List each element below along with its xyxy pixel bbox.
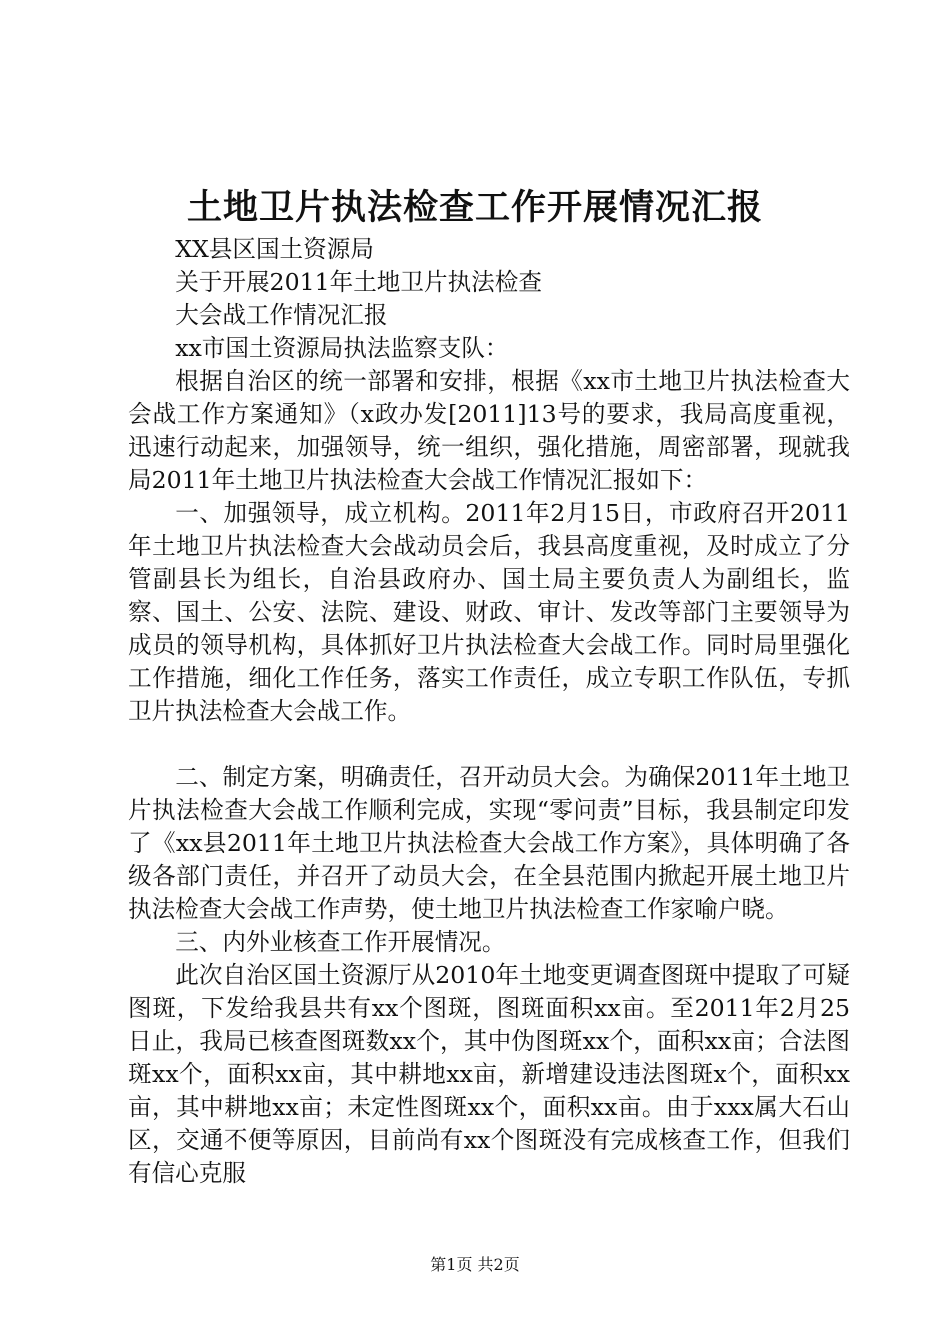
document-body (128, 233, 850, 1190)
paragraph-section-2: 二、制定方案，明确责任，召开动员大会。为确保2011年土地卫片执法检查大会战工作顺利完成，实现“零问责”目标，我县制定印发了《xx县2011年土地卫片执法检查大会战工作方案》，具体明确了各级各部门责任，并召开了动员大会，在全县范围内掀起开展土地卫片执法检查大会战工作声势，使土地卫片执法检查工作家喻户晓。 (128, 763, 850, 923)
paragraph-org: XX县区国土资源局 (175, 235, 374, 263)
document-title: 土地卫片执法检查工作开展情况汇报 (186, 187, 763, 228)
paragraph-intro: 根据自治区的统一部署和安排，根据《xx市土地卫片执法检查大会战工作方案通知》（x政办发[2011]13号的要求，我局高度重视，迅速行动起来，加强领导，统一组织，强化措施，周密部署，现就我局2011年土地卫片执法检查大会战工作情况汇报如下： (128, 367, 850, 494)
paragraph-subject-line-2: 大会战工作情况汇报 (175, 301, 388, 329)
paragraph-section-1: 一、加强领导，成立机构。2011年2月15日，市政府召开2011年土地卫片执法检查大会战动员会后，我县高度重视，及时成立了分管副县长为组长，自治县政府办、国土局主要负责人为副组长，监察、国土、公安、法院、建设、财政、审计、发改等部门主要领导为成员的领导机构，具体抓好卫片执法检查大会战工作。同时局里强化工作措施，细化工作任务，落实工作责任，成立专职工作队伍，专抓卫片执法检查大会战工作。 (128, 499, 850, 725)
paragraph-section-3-heading: 三、内外业核查工作开展情况。 (175, 928, 506, 956)
paragraph-recipient: xx市国土资源局执法监察支队： (175, 334, 509, 362)
paragraph-subject-line-1: 关于开展2011年土地卫片执法检查 (175, 268, 542, 296)
page-footer: 第1页 共2页 (430, 1255, 520, 1274)
paragraph-section-3-body: 此次自治区国土资源厅从2010年土地变更调查图斑中提取了可疑图斑，下发给我县共有xx个图斑，图斑面积xx亩。至2011年2月25日止，我局已核查图斑数xx个，其中伪图斑xx个，面积xx亩；合法图斑xx个，面积xx亩，其中耕地xx亩，新增建设违法图斑x个，面积xx亩，其中耕地xx亩；未定性图斑xx个，面积xx亩。由于xxx属大石山区，交通不便等原因，目前尚有xx个图斑没有完成核查工作，但我们有信心克服 (128, 961, 850, 1187)
